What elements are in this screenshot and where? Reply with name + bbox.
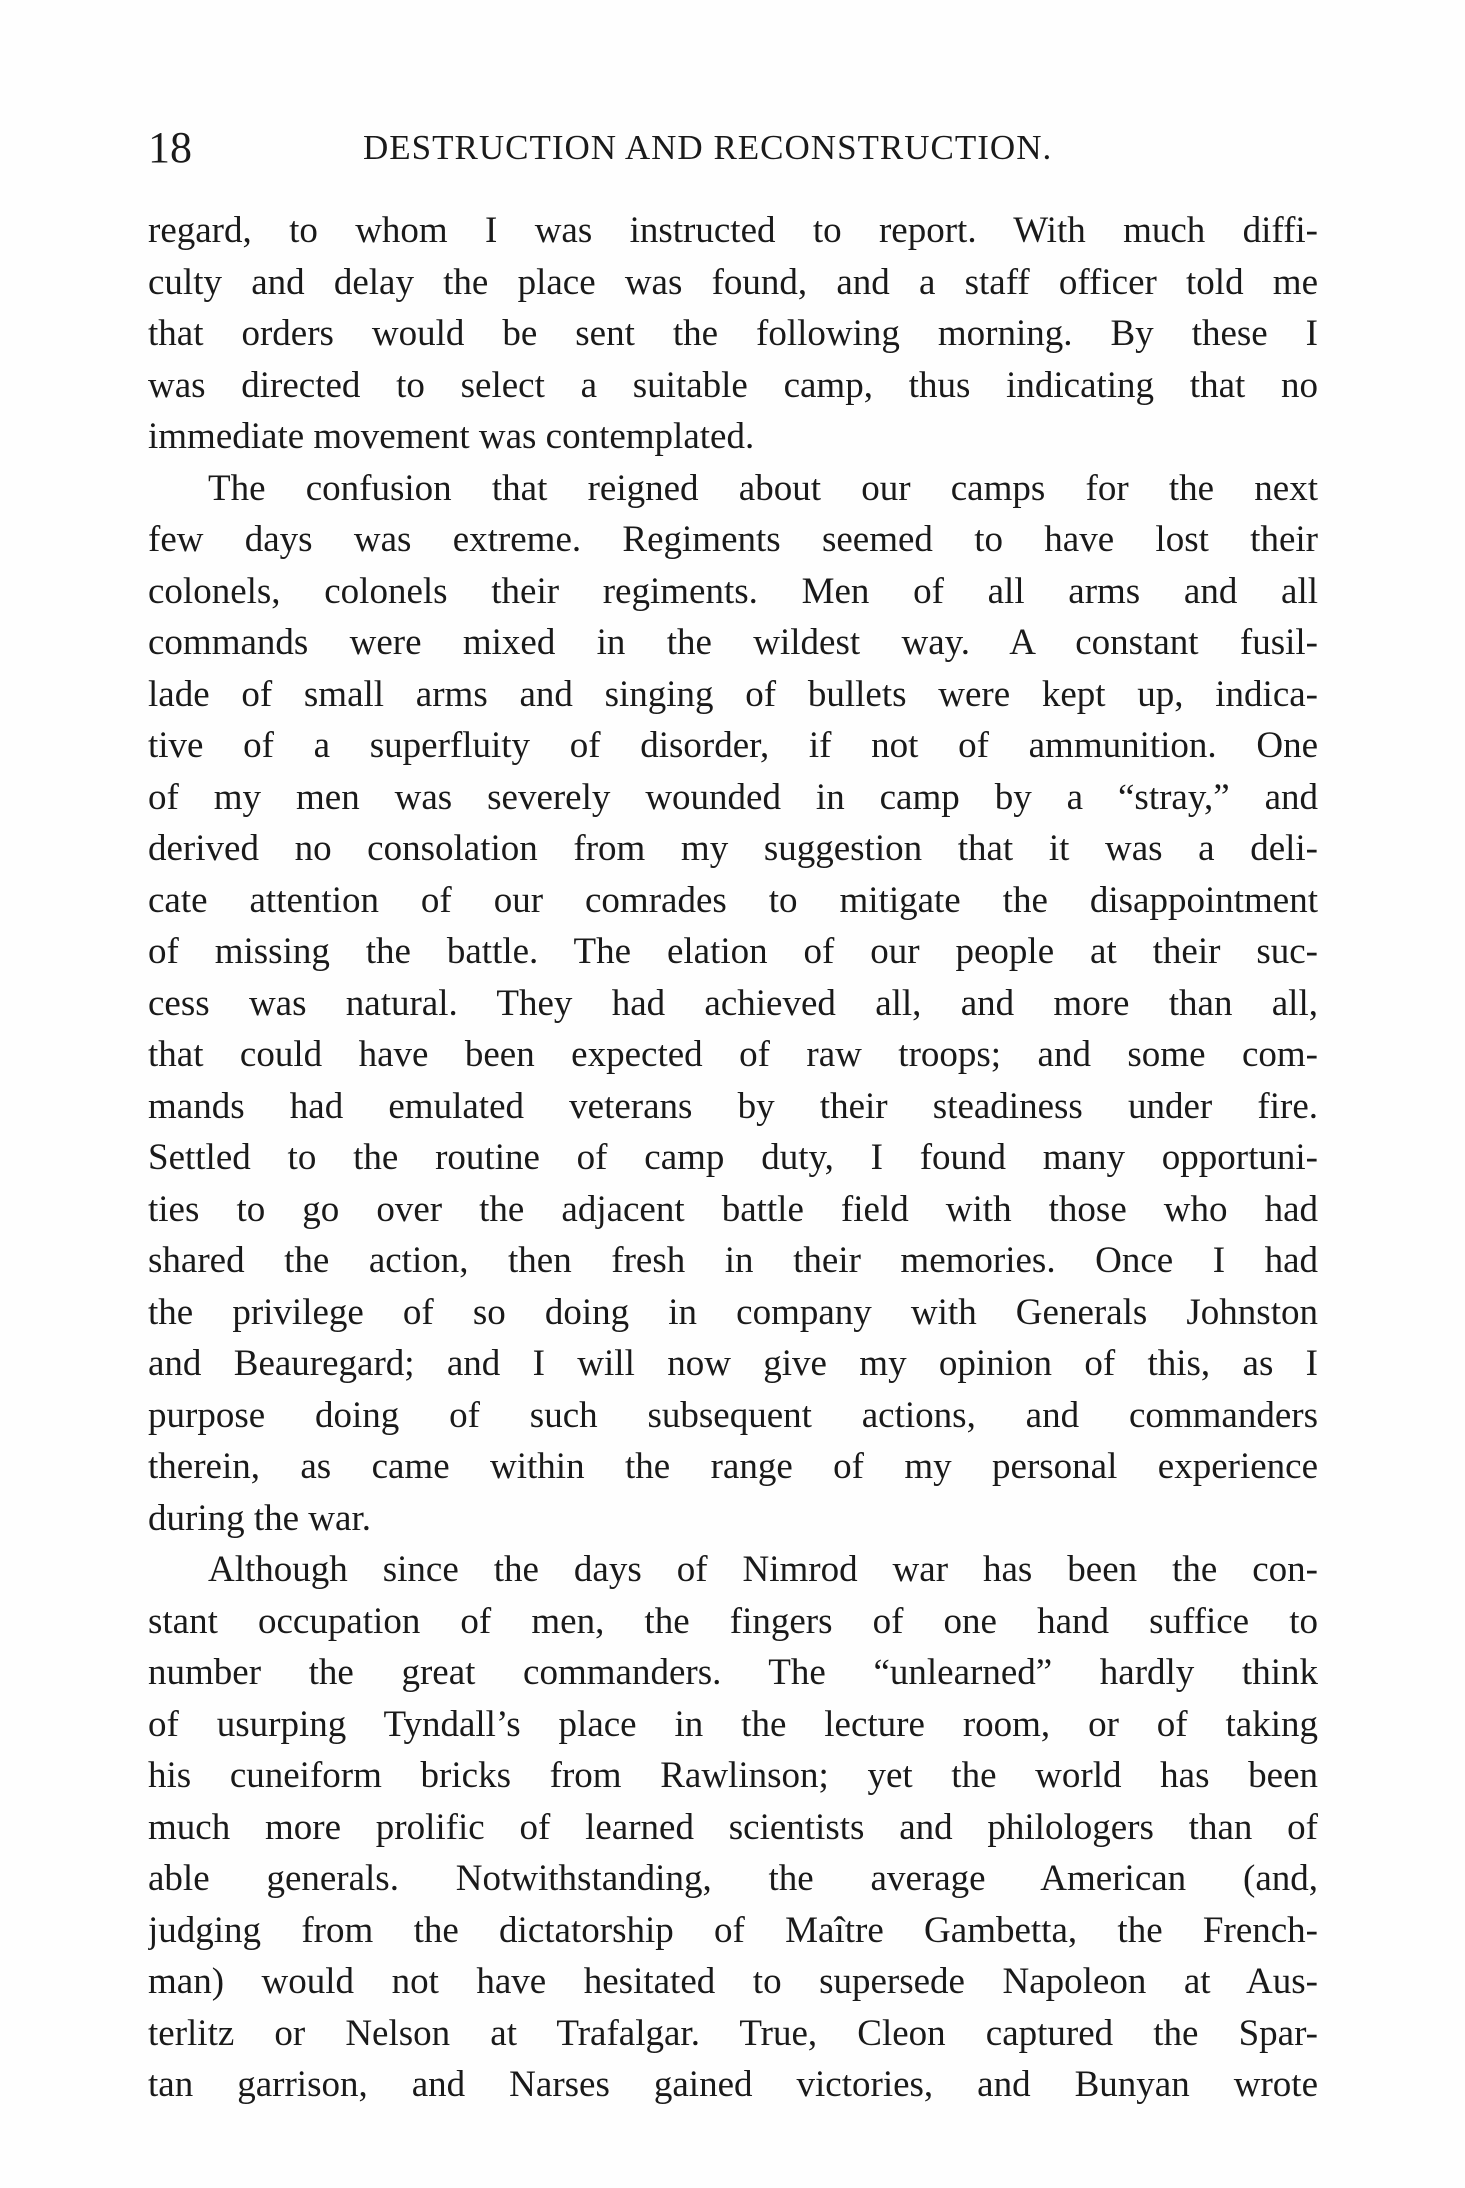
text-line: Settled to the routine of camp duty, I found many opportuni- [148,1137,1318,1178]
text-line: of missing the battle. The elation of our people at their suc- [148,931,1318,972]
text-line: was directed to select a suitable camp, thus indicating that no [148,364,1318,406]
text-line: colonels, colonels their regiments. Men of all arms and all [148,570,1318,612]
text-line: regard, to whom I was instructed to report. With much diffi- [148,210,1318,251]
text-line: of usurping Tyndall’s place in the lecture room, or of taking [148,1703,1318,1745]
text-line: his cuneiform bricks from Rawlinson; yet the world has been [148,1755,1318,1796]
text-line: therein, as came within the range of my personal experience [148,1446,1318,1487]
text-line: lade of small arms and singing of bullets were kept up, indica- [148,673,1318,715]
text-line: much more prolific of learned scientists and philologers than of [148,1806,1318,1848]
text-line: tan garrison, and Narses gained victories, and Bunyan wrote [148,2064,1318,2105]
text-line: of my men was severely wounded in camp by a “stray,” and [148,776,1318,818]
text-line: stant occupation of men, the fingers of one hand suffice to [148,1600,1318,1642]
text-line: shared the action, then fresh in their memories. Once I had [148,1240,1318,1281]
text-line: few days was extreme. Regiments seemed to have lost their [148,519,1318,560]
text-line: able generals. Notwithstanding, the average American (and, [148,1858,1318,1899]
text-line: and Beauregard; and I will now give my opinion of this, as I [148,1343,1318,1384]
text-line: that orders would be sent the following morning. By these I [148,313,1318,354]
text-line: culty and delay the place was found, and a staff officer told me [148,261,1318,303]
text-line: derived no consolation from my suggestion that it was a deli- [148,828,1318,869]
text-line: tive of a superfluity of disorder, if not of ammunition. One [148,725,1318,766]
text-line: the privilege of so doing in company with Generals Johnston [148,1291,1318,1333]
page-number: 18 [148,123,192,172]
text-line: man) would not have hesitated to supersede Napoleon at Aus- [148,1961,1318,2002]
body-text [148,205,1318,2111]
text-line: immediate movement was contemplated. [148,416,755,457]
text-line: cate attention of our comrades to mitigate the disappointment [148,879,1318,921]
text-line: terlitz or Nelson at Trafalgar. True, Cleon captured the Spar- [148,2012,1318,2054]
text-line: The confusion that reigned about our camps for the next [208,467,1318,509]
running-title: DESTRUCTION AND RECONSTRUCTION. [363,128,1053,167]
text-line: Although since the days of Nimrod war has been the con- [208,1549,1318,1590]
text-line: mands had emulated veterans by their steadiness under fire. [148,1085,1318,1127]
text-line: commands were mixed in the wildest way. A constant fusil- [148,622,1318,663]
text-line: ties to go over the adjacent battle field with those who had [148,1188,1318,1230]
text-line: judging from the dictatorship of Maître Gambetta, the French- [148,1909,1318,1951]
text-line: cess was natural. They had achieved all, and more than all, [148,982,1318,1024]
running-head [148,118,1318,178]
text-line: number the great commanders. The “unlearned” hardly think [148,1652,1318,1693]
text-line: purpose doing of such subsequent actions, and commanders [148,1394,1318,1436]
text-line: that could have been expected of raw troops; and some com- [148,1034,1318,1075]
text-line: during the war. [148,1497,371,1539]
